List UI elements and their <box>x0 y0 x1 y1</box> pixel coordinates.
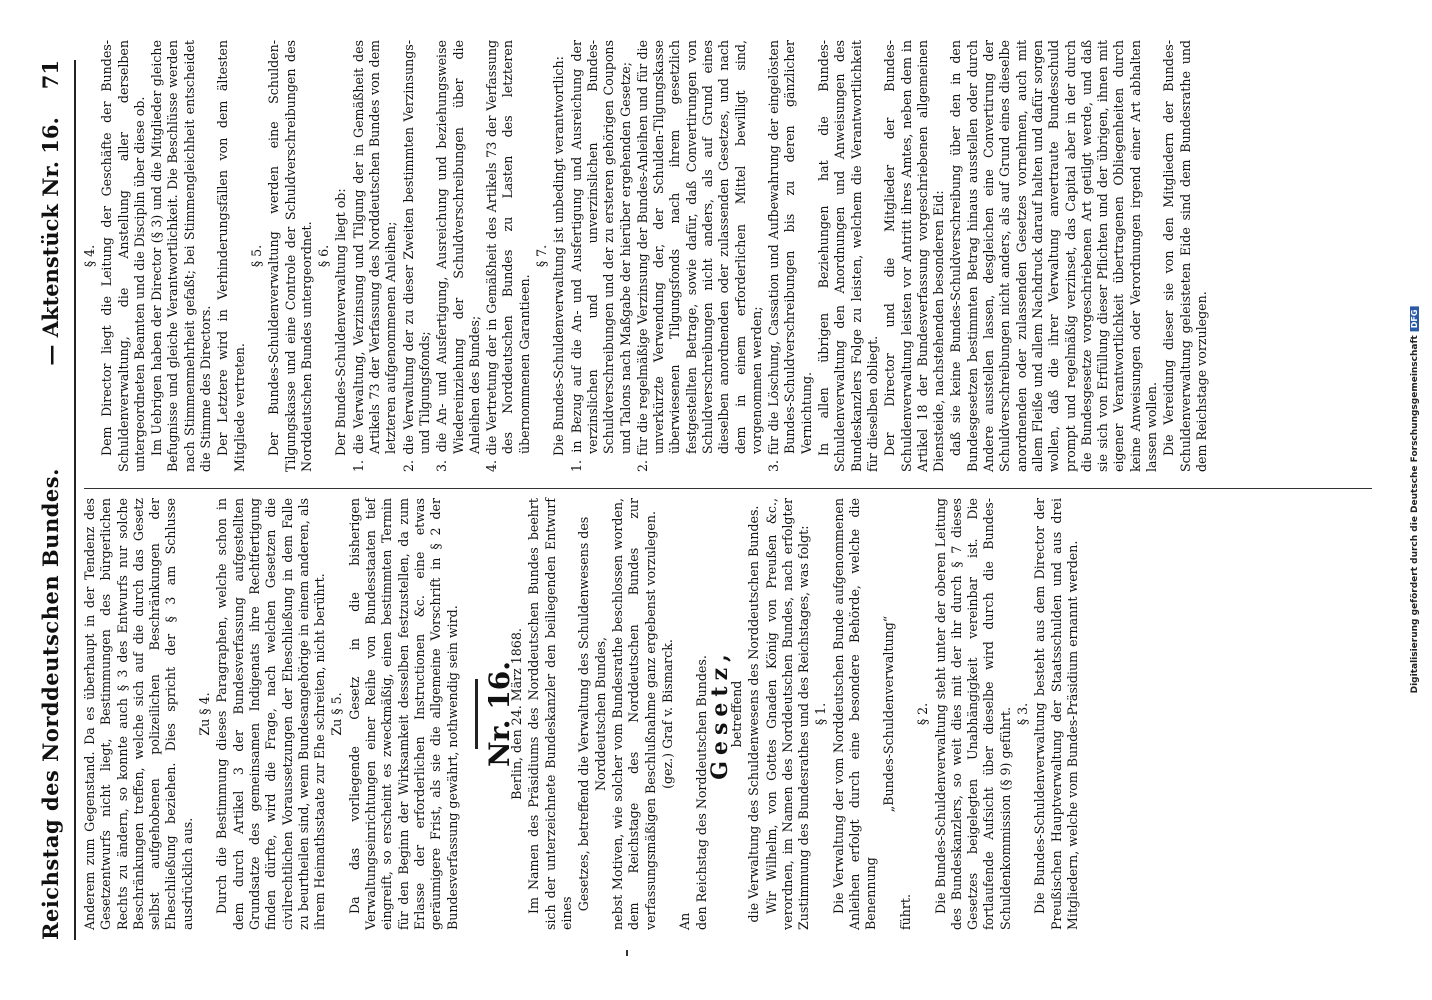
right-column <box>82 40 1211 472</box>
paragraph: Der Bundes-Schuldenverwaltung liegt ob: <box>333 188 349 456</box>
page-number: 71 <box>38 60 63 90</box>
paragraph: führt. <box>897 894 913 930</box>
section-heading-zu-4: Zu § 4. <box>197 692 213 736</box>
paragraph: Wir Wilhelm, von Gottes Gnaden König von Preußen &c., verordnen, im Namen des Norddeutschen Bundes, nach erfolgter Zustimmung des Bundesrathes und des Reichstages, was folgt: <box>763 498 812 930</box>
law-subtitle-prefix: betreffend <box>728 680 744 748</box>
designation: „Bundes-Schuldenverwaltung“ <box>880 615 896 813</box>
paragraph: Der Bundes-Schuldenverwaltung werden eine Schulden-Tilgungskasse und eine Controle der Schuldverschreibungen des Norddeutschen Bundes untergeordnet. <box>266 40 314 472</box>
paragraph: Anderem zum Gegenstand. Da es überhaupt in der Tendenz des Gesetzentwurfs nicht liegt, Bestimmungen des bürgerlichen Rechts zu ändern, so konnte auch § 3 des Entwurfs nur solche Beschränkungen treffen, welche sich auf die durch das Gesetz selbst aufgehobenen polizeilichen Beschränkungen der Eheschließung beziehen. Dies spricht der § 3 am Schlusse ausdrücklich aus. <box>82 498 195 930</box>
signature: (gez.) Graf v. Bismarck. <box>659 639 675 789</box>
addressee-line: den Reichstag des Norddeutschen Bundes. <box>694 655 710 930</box>
list-item: 3. die An- und Ausfertigung, Ausreichung und beziehungsweise Wiedereinziehung der Schuldverschreibungen über die Anleihen des Bundes; <box>434 40 482 472</box>
separator-rule <box>475 679 478 749</box>
law-title: Gesetz, <box>706 648 733 780</box>
paragraph: Die Verwaltung der vom Norddeutschen Bunde aufgenommenen Anleihen erfolgt durch eine besondere Behörde, welche die Benennung <box>830 498 879 930</box>
header-aktenstueck: — Aktenstück Nr. 16. <box>38 117 63 366</box>
header-rule <box>74 60 76 940</box>
paragraph: Dem Director liegt die Leitung der Geschäfte der Bundes-Schuldenverwaltung, die Anstellung aller derselben untergeordneten Beamten und die Disciplin über diese ob. <box>99 40 147 472</box>
paragraph: Die Vereidung dieser sie von den Mitgliedern der Bundes-Schuldenverwaltung geleisteten Eide sind dem Bundesrathe und dem Reichstage vorzulegen. <box>1161 40 1209 472</box>
header-document-ref <box>38 60 63 366</box>
list-item: 4. die Vertretung der in Gemäßheit des Artikels 73 der Verfassung des Norddeutschen Bundes zu Lasten des letzteren übernommenen Garantieen. <box>484 40 532 472</box>
section-heading-6: § 6. <box>316 244 332 268</box>
left-column <box>82 498 1082 930</box>
list-item: 2. die Verwaltung der zu dieser Zweiten bestimmten Verzinsungs- und Tilgungsfonds; <box>400 40 432 472</box>
draft-title: Gesetzes, betreffend die Verwaltung des Schuldenwesens des Norddeutschen Bundes, <box>576 516 608 912</box>
section-heading-1: § 1. <box>813 702 829 726</box>
credit-text: Digitalisierung gefördert durch die Deutsche Forschungsgemeinschaft <box>1410 335 1420 694</box>
section-heading-5: § 5. <box>248 244 264 268</box>
running-header <box>38 60 72 940</box>
addressee-line: An <box>677 912 693 930</box>
dfg-logo: DFG <box>1410 307 1419 332</box>
paragraph: Da das vorliegende Gesetz in die bisherigen Verwaltungseinrichtungen einer Reihe von Bundesstaaten tief eingreift, so erscheint es zweckmäßig, einen bestimmten Termin für den Beginn der Wirksamkeit desselben festzustellen, da zum Erlasse der erforderlichen Instructionen &c. eine etwas geräumigere Frist, als sie die allgemeine Vorschrift in § 2 der Bundesverfassung gewährt, nothwendig sein wird. <box>346 498 460 930</box>
paragraph: Im Namen des Präsidiums des Norddeutschen Bundes beehrt sich der unterzeichnete Bundeskanzler den beiliegenden Entwurf eines <box>526 498 575 930</box>
column-divider <box>84 488 1372 489</box>
document-number-title: Nr. 16. <box>482 661 516 767</box>
paragraph: Die Bundes-Schuldenverwaltung steht unter der oberen Leitung des Bundeskanzlers, so weit dies mit der ihr durch § 7 dieses Gesetzes beigelegten Unabhängigkeit vereinbar ist. Die fortlaufende Aufsicht über dieselbe wird durch die Bundes-Schuldenkommission (§ 9) geführt. <box>932 498 1013 930</box>
section-heading-7: § 7. <box>534 244 550 268</box>
paragraph: In allen übrigen Beziehungen hat die Bundes-Schuldenverwaltung den Anordnungen und Anweisungen des Bundeskanzlers Folge zu leisten, welchem die Verantwortlichkeit für dieselben obliegt. <box>816 40 880 472</box>
list-item: 1. die Verwaltung, Verzinsung und Tilgung der in Gemäßheit des Artikels 73 der Verfassung des Norddeutschen Bundes von dem letzteren aufgenommenen Anleihen; <box>350 40 399 472</box>
paragraph: nebst Motiven, wie solcher vom Bundesrathe beschlossen worden, dem Reichstage des Norddeutschen Bundes zur verfassungsmäßigen Beschlußnahme ganz ergebenst vorzulegen. <box>609 498 658 930</box>
paragraph: Der Letztere wird in Verhinderungsfällen von dem ältesten Mitgliede vertreten. <box>215 40 247 472</box>
section-heading-4: § 4. <box>82 244 97 268</box>
responsibility-list <box>569 40 815 472</box>
funding-credit <box>1410 307 1420 694</box>
paragraph: Die Bundes-Schuldenverwaltung besteht aus dem Director der Preußischen Hauptverwaltung der Staatsschulden und aus drei Mitgliedern, welche vom Bundes-Präsidium ernannt werden. <box>1032 498 1080 930</box>
oath-text: daß sie keine Bundes-Schuldverschreibung über den in den Bundesgesetzen bestimmten Betrag hinaus ausstellen oder durch Andere ausstellen lassen, desgleichen eine Convertirung der Schuldverschreibungen nicht anders, als auf Grund eines dieselbe anordnenden oder zulassenden Gesetzes vornehmen, auch mit allem Fleiße und allem Nachdruck darauf halten und dafür sorgen wollen, daß die ihrer Verwaltung anvertraute Bundesschuld prompt und regelmäßig verzinset, das Capital aber in der durch die Bundesgesetze vorgeschriebenen Art getilgt werde, und daß sie sich von Erfüllung dieser Pflichten und der übrigen, ihnen mit eigener Verantwortlichkeit übertragenen Obliegenheiten durch keine Anweisungen oder Verordnungen irgend einer Art abhalten lassen wollen. <box>948 40 1159 472</box>
paragraph: Im Uebrigen haben der Director (§ 3) und die Mitglieder gleiche Befugnisse und gleiche Verantwortlichkeit. Die Beschlüsse werden nach Stimmenmehrheit gefaßt; bei Stimmengleichheit entscheidet die Stimme des Directors. <box>149 40 214 472</box>
list-item: 3. für die Löschung, Cassation und Aufbewahrung der eingelösten Bundes-Schuldverschreibungen bis zu deren gänzlicher Vernichtung. <box>766 40 814 472</box>
dateline: Berlin, den 24. März 1868. <box>509 628 525 800</box>
law-subtitle: die Verwaltung des Schuldenwesens des Norddeutschen Bundes. <box>746 505 762 923</box>
list-item: 1. in Bezug auf die An- und Ausfertigung und Ausreichung der verzinslichen und unverzinslichen Bundes-Schuldverschreibungen und der zu ersteren gehörigen Coupons und Talons nach Maßgabe der hierüber ergehenden Gesetze; <box>568 40 633 472</box>
paragraph: Durch die Bestimmung dieses Paragraphen, welche schon in dem durch Artikel 3 der Bundesverfassung aufgestellten Grundsatze des gemeinsamen Indigenats ihre Rechtfertigung finden dürfte, wird die Frage, nach welchen Gesetzen die civilrechtlichen Voraussetzungen der Eheschließung in dem Falle zu beurtheilen sind, wenn Bundesangehörige in einem anderen, als ihrem Heimathsstaate zur Ehe schreiten, nicht berührt. <box>214 498 328 930</box>
header-title: Reichstag des Norddeutschen Bundes. <box>38 468 63 940</box>
section-heading-3: § 3. <box>1015 702 1031 726</box>
list-item: 2. für die regelmäßige Verzinsung der Bundes-Anleihen und für die unverkürzte Verwendung der, der Schulden-Tilgungskasse überwiesenen Tilgungsfonds nach ihrem gesetzlich festgestellten Betrage, sowie dafür, daß Convertirungen von Schuldverschreibungen nicht anders, als auf Grund eines dieselben anordnenden oder zulassenden Gesetzes, und nach dem in einem erforderlichen Mittel bewilligt sind, vorgenommen werden; <box>634 40 764 472</box>
margin-mark <box>626 950 632 956</box>
section-heading-zu-5: Zu § 5. <box>329 692 345 736</box>
duties-list <box>351 40 533 472</box>
paragraph: Die Bundes-Schuldenverwaltung ist unbedingt verantwortlich: <box>551 56 567 456</box>
section-heading-2: § 2. <box>915 702 931 726</box>
paragraph: Der Director und die Mitglieder der Bundes-Schuldenverwaltung leisten vor Antritt ihres Amtes, neben dem in Artikel 18 der Bundesverfassung vorgeschriebenen allgemeinen Diensteide, nachstehenden besonderen Eid: <box>882 40 947 472</box>
